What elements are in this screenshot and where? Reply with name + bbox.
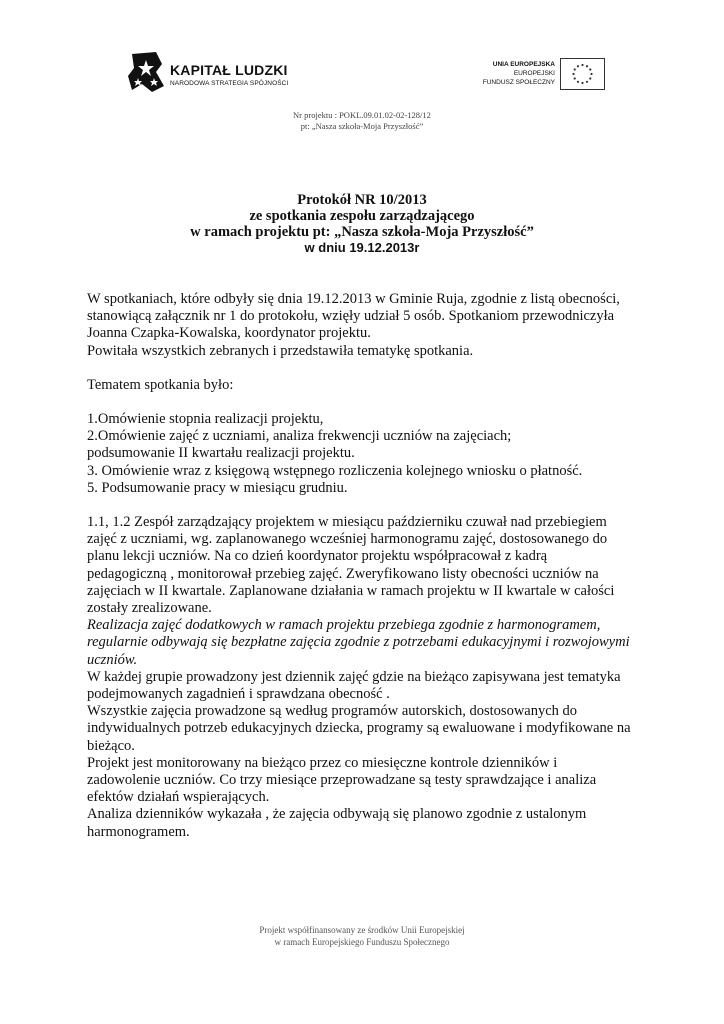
- section-line: planu lekcji uczniów. Na co dzień koordynator projektu współpracował z kadrą: [87, 548, 548, 565]
- agenda-item: 3. Omówienie wraz z księgową wstępnego rozliczenia kolejnego wniosku o płatność.: [87, 462, 583, 479]
- kapital-ludzki-emblem-icon: [126, 50, 166, 94]
- footer-line-1: Projekt współfinansowany ze środków Unii Europejskiej: [259, 925, 465, 935]
- agenda-item: podsumowanie II kwartału realizacji projektu.: [87, 445, 355, 462]
- closing-line: podejmowanych zagadnień i sprawdzana obecność .: [87, 686, 390, 703]
- title-line-3: w ramach projektu pt: „Nasza szkoła-Moja Przyszłość”: [190, 224, 534, 240]
- project-number: Nr projektu : POKL.09.01.02-02-128/12: [293, 110, 431, 120]
- intro-line: Powitała wszystkich zebranych i przedstawiła tematykę spotkania.: [87, 342, 474, 359]
- italic-line: regularnie odbywają się bezpłatne zajęcia zgodnie z potrzebami edukacyjnymi i rozwojowymi: [87, 634, 630, 651]
- eu-line-3: FUNDUSZ SPOŁECZNY: [482, 79, 555, 86]
- closing-line: indywidualnych potrzeb edukacyjnych dziecka, programy są ewaluowane i modyfikowane na: [87, 720, 631, 737]
- italic-line: uczniów.: [87, 651, 138, 668]
- closing-line: W każdej grupie prowadzony jest dziennik zajęć gdzie na bieżąco zapisywana jest tematyka: [87, 668, 621, 685]
- kapital-ludzki-subtitle: NARODOWA STRATEGIA SPÓJNOŚCI: [170, 80, 289, 87]
- eu-line-1: UNIA EUROPEJSKA: [492, 61, 555, 68]
- eu-logo: [470, 58, 605, 92]
- agenda-item: 2.Omówienie zajęć z uczniami, analiza frekwencji uczniów na zajęciach;: [87, 428, 512, 445]
- page-footer: [0, 924, 724, 948]
- title-line-1: Protokół NR 10/2013: [297, 192, 427, 208]
- eu-line-2: EUROPEJSKI: [513, 70, 555, 77]
- closing-line: Analiza dzienników wykazała , że zajęcia odbywają się planowo zgodnie z ustalonym: [87, 806, 587, 823]
- intro-line: W spotkaniach, które odbyły się dnia 19.12.2013 w Gminie Ruja, zgodnie z listą obecności,: [87, 291, 620, 307]
- closing-line: Wszystkie zajęcia prowadzone są według programów autorskich, dostosowanych do: [87, 703, 578, 720]
- kapital-ludzki-logo: [126, 50, 296, 100]
- agenda-item: 1.Omówienie stopnia realizacji projektu,: [87, 411, 324, 428]
- title-line-2: ze spotkania zespołu zarządzającego: [249, 208, 475, 224]
- intro-line: Joanna Czapka-Kowalska, koordynator projektu.: [87, 325, 371, 342]
- page-header: [0, 0, 724, 110]
- footer-line-2: w ramach Europejskiego Funduszu Społecznego: [274, 937, 450, 947]
- kapital-ludzki-title: KAPITAŁ LUDZKI: [170, 62, 288, 78]
- closing-line: zadowolenie uczniów. Co trzy miesiące przeprowadzane są testy sprawdzające i analiza: [87, 772, 597, 789]
- title-date: w dniu 19.12.2013r: [304, 240, 420, 255]
- document-title: [0, 192, 724, 256]
- section-line: zajęć z uczniami, wg. zaplanowanego wcześniej harmonogramu zajęć, dostosowanego do: [87, 531, 608, 548]
- agenda-item: 5. Podsumowanie pracy w miesiącu grudniu.: [87, 479, 348, 496]
- closing-line: harmonogramem.: [87, 823, 190, 840]
- section-line: zostały zrealizowane.: [87, 600, 212, 617]
- eu-flag-icon: [560, 58, 605, 90]
- project-info: [0, 110, 724, 132]
- project-name: pt: „Nasza szkoła-Moja Przyszłość”: [300, 121, 424, 131]
- topic-heading: Tematem spotkania było:: [87, 376, 234, 393]
- eu-text: [483, 60, 555, 87]
- closing-line: bieżąco.: [87, 737, 135, 754]
- document-body: [87, 291, 637, 841]
- section-line: pedagogiczną , monitorował przebieg zajęć. Zweryfikowano listy obecności uczniów na: [87, 565, 599, 582]
- closing-line: Projekt jest monitorowany na bieżąco przez co miesięczne kontrole dzienników i: [87, 754, 558, 771]
- section-line: 1.1, 1.2 Zespół zarządzający projektem w miesiącu październiku czuwał nad przebiegiem: [87, 514, 607, 531]
- intro-line: stanowiącą załącznik nr 1 do protokołu, wzięły udział 5 osób. Spotkaniom przewodniczyła: [87, 308, 615, 325]
- section-line: zajęciach w II kwartale. Zaplanowane działania w ramach projektu w II kwartale w całości: [87, 582, 615, 599]
- closing-line: efektów działań wspierających.: [87, 789, 270, 806]
- italic-line: Realizacja zajęć dodatkowych w ramach projektu przebiega zgodnie z harmonogramem,: [87, 617, 601, 634]
